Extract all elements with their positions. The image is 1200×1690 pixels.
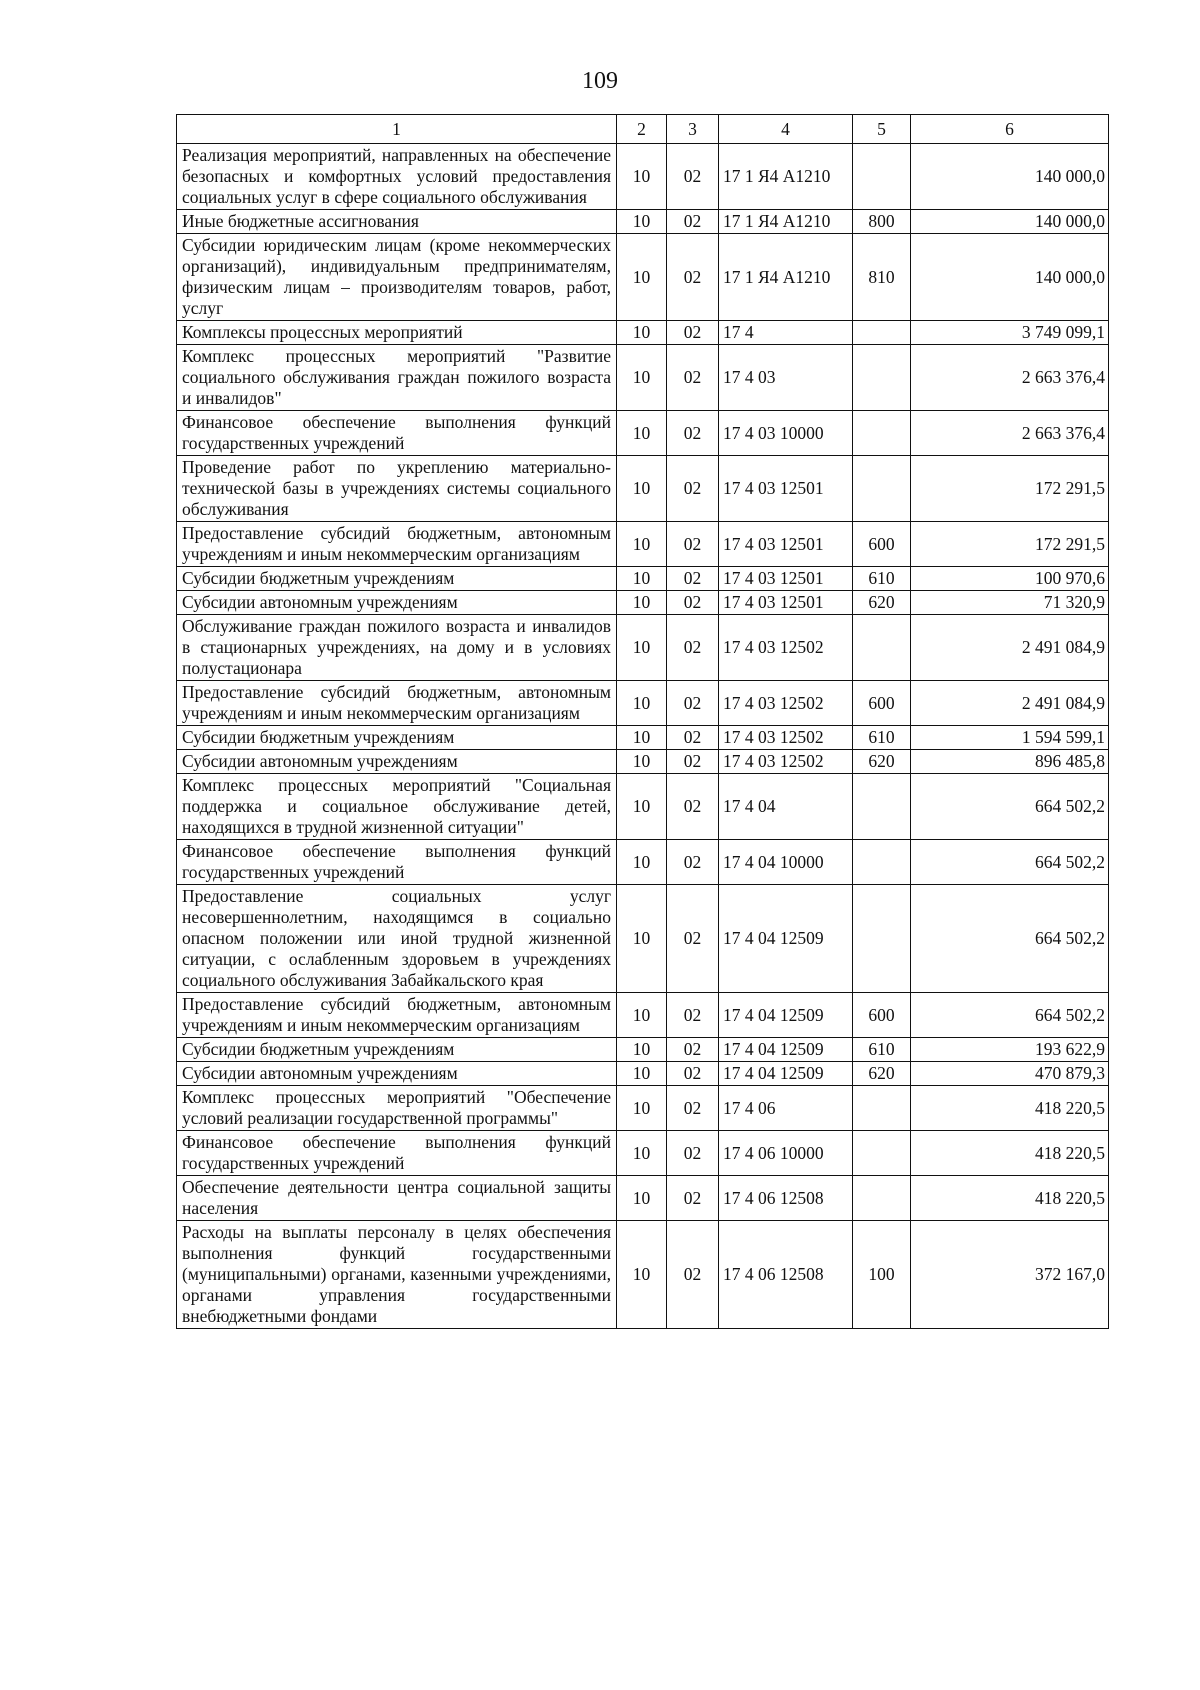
row-expense-type-cell: 600	[853, 522, 911, 567]
row-amount-cell: 418 220,5	[911, 1131, 1109, 1176]
table-row	[177, 234, 1109, 321]
row-expense-type-cell: 620	[853, 750, 911, 774]
row-expense-type-cell: 620	[853, 591, 911, 615]
row-target-article-cell: 17 1 Я4 А1210	[719, 144, 853, 210]
row-expense-type-cell: 600	[853, 993, 911, 1038]
row-amount-cell: 664 502,2	[911, 840, 1109, 885]
column-header: 4	[719, 115, 853, 144]
column-header: 6	[911, 115, 1109, 144]
row-subsection-cell: 02	[667, 1131, 719, 1176]
row-name-cell: Субсидии автономным учреждениям	[177, 1062, 617, 1086]
row-target-article-cell: 17 4 03 12501	[719, 567, 853, 591]
row-amount-cell: 896 485,8	[911, 750, 1109, 774]
row-expense-type-cell	[853, 1131, 911, 1176]
row-target-article-cell: 17 4 03 12501	[719, 591, 853, 615]
row-section-cell: 10	[617, 1176, 667, 1221]
table-row	[177, 615, 1109, 681]
row-name-cell: Обеспечение деятельности центра социальной защиты населения	[177, 1176, 617, 1221]
table-row	[177, 993, 1109, 1038]
row-subsection-cell: 02	[667, 885, 719, 993]
table-row	[177, 1038, 1109, 1062]
row-section-cell: 10	[617, 1038, 667, 1062]
row-expense-type-cell	[853, 615, 911, 681]
row-expense-type-cell	[853, 345, 911, 411]
row-amount-cell: 664 502,2	[911, 885, 1109, 993]
row-amount-cell: 418 220,5	[911, 1176, 1109, 1221]
row-subsection-cell: 02	[667, 1221, 719, 1329]
row-section-cell: 10	[617, 993, 667, 1038]
row-expense-type-cell	[853, 456, 911, 522]
row-target-article-cell: 17 4 04 12509	[719, 993, 853, 1038]
row-expense-type-cell: 100	[853, 1221, 911, 1329]
table-row	[177, 210, 1109, 234]
table-row	[177, 456, 1109, 522]
row-target-article-cell: 17 4 04	[719, 774, 853, 840]
row-expense-type-cell: 600	[853, 681, 911, 726]
row-expense-type-cell	[853, 321, 911, 345]
row-subsection-cell: 02	[667, 456, 719, 522]
row-name-cell: Проведение работ по укреплению материально-технической базы в учреждениях системы социального обслуживания	[177, 456, 617, 522]
row-subsection-cell: 02	[667, 1062, 719, 1086]
row-target-article-cell: 17 4 03	[719, 345, 853, 411]
row-expense-type-cell	[853, 144, 911, 210]
row-amount-cell: 2 491 084,9	[911, 681, 1109, 726]
row-subsection-cell: 02	[667, 234, 719, 321]
row-amount-cell: 172 291,5	[911, 522, 1109, 567]
row-section-cell: 10	[617, 681, 667, 726]
row-amount-cell: 193 622,9	[911, 1038, 1109, 1062]
row-subsection-cell: 02	[667, 321, 719, 345]
row-name-cell: Комплекс процессных мероприятий "Социальная поддержка и социальное обслуживание детей, находящихся в трудной жизненной ситуации"	[177, 774, 617, 840]
row-amount-cell: 100 970,6	[911, 567, 1109, 591]
row-name-cell: Комплекс процессных мероприятий "Развитие социального обслуживания граждан пожилого возраста и инвалидов"	[177, 345, 617, 411]
row-target-article-cell: 17 4 03 12502	[719, 750, 853, 774]
column-header: 3	[667, 115, 719, 144]
row-amount-cell: 2 491 084,9	[911, 615, 1109, 681]
row-subsection-cell: 02	[667, 210, 719, 234]
row-section-cell: 10	[617, 567, 667, 591]
row-amount-cell: 1 594 599,1	[911, 726, 1109, 750]
budget-table	[176, 114, 1109, 1329]
row-expense-type-cell	[853, 1176, 911, 1221]
row-name-cell: Расходы на выплаты персоналу в целях обеспечения выполнения функций государственными (муниципальными) органами, казенными учреждениями, органами управления государственными внебюджетными фондами	[177, 1221, 617, 1329]
row-subsection-cell: 02	[667, 591, 719, 615]
row-target-article-cell: 17 4 03 12501	[719, 456, 853, 522]
row-subsection-cell: 02	[667, 345, 719, 411]
row-amount-cell: 470 879,3	[911, 1062, 1109, 1086]
row-section-cell: 10	[617, 1086, 667, 1131]
row-expense-type-cell	[853, 840, 911, 885]
row-section-cell: 10	[617, 144, 667, 210]
row-subsection-cell: 02	[667, 567, 719, 591]
row-name-cell: Субсидии юридическим лицам (кроме некоммерческих организаций), индивидуальным предпринимателям, физическим лицам – производителям товаров, работ, услуг	[177, 234, 617, 321]
row-expense-type-cell	[853, 411, 911, 456]
row-section-cell: 10	[617, 615, 667, 681]
row-name-cell: Финансовое обеспечение выполнения функций государственных учреждений	[177, 411, 617, 456]
row-expense-type-cell: 800	[853, 210, 911, 234]
row-expense-type-cell	[853, 885, 911, 993]
row-expense-type-cell	[853, 1086, 911, 1131]
table-row	[177, 591, 1109, 615]
row-section-cell: 10	[617, 726, 667, 750]
row-subsection-cell: 02	[667, 750, 719, 774]
page-number: 109	[582, 68, 618, 94]
table-row	[177, 144, 1109, 210]
table-row	[177, 885, 1109, 993]
row-expense-type-cell: 610	[853, 567, 911, 591]
table-row	[177, 522, 1109, 567]
table-row	[177, 321, 1109, 345]
row-section-cell: 10	[617, 345, 667, 411]
row-name-cell: Комплексы процессных мероприятий	[177, 321, 617, 345]
row-subsection-cell: 02	[667, 522, 719, 567]
row-name-cell: Комплекс процессных мероприятий "Обеспечение условий реализации государственной программы"	[177, 1086, 617, 1131]
row-target-article-cell: 17 4 03 12502	[719, 726, 853, 750]
column-header: 5	[853, 115, 911, 144]
table-header-row	[177, 115, 1109, 144]
row-subsection-cell: 02	[667, 840, 719, 885]
table-row	[177, 345, 1109, 411]
row-section-cell: 10	[617, 774, 667, 840]
row-amount-cell: 372 167,0	[911, 1221, 1109, 1329]
table-row	[177, 1086, 1109, 1131]
row-subsection-cell: 02	[667, 993, 719, 1038]
row-section-cell: 10	[617, 456, 667, 522]
table-row	[177, 774, 1109, 840]
row-name-cell: Субсидии бюджетным учреждениям	[177, 567, 617, 591]
row-amount-cell: 140 000,0	[911, 210, 1109, 234]
row-name-cell: Обслуживание граждан пожилого возраста и инвалидов в стационарных учреждениях, на дому и в условиях полустационара	[177, 615, 617, 681]
row-name-cell: Предоставление субсидий бюджетным, автономным учреждениям и иным некоммерческим организациям	[177, 522, 617, 567]
row-expense-type-cell: 610	[853, 1038, 911, 1062]
table-body	[177, 144, 1109, 1329]
row-subsection-cell: 02	[667, 1038, 719, 1062]
table-row	[177, 567, 1109, 591]
column-header: 1	[177, 115, 617, 144]
row-section-cell: 10	[617, 1221, 667, 1329]
row-subsection-cell: 02	[667, 411, 719, 456]
row-subsection-cell: 02	[667, 726, 719, 750]
row-amount-cell: 2 663 376,4	[911, 345, 1109, 411]
row-target-article-cell: 17 1 Я4 А1210	[719, 210, 853, 234]
row-target-article-cell: 17 4 03 10000	[719, 411, 853, 456]
table-row	[177, 840, 1109, 885]
row-section-cell: 10	[617, 750, 667, 774]
row-target-article-cell: 17 4 06	[719, 1086, 853, 1131]
row-target-article-cell: 17 4 03 12502	[719, 681, 853, 726]
table-row	[177, 1176, 1109, 1221]
table-row	[177, 411, 1109, 456]
row-amount-cell: 140 000,0	[911, 234, 1109, 321]
row-target-article-cell: 17 4 06 12508	[719, 1221, 853, 1329]
row-section-cell: 10	[617, 591, 667, 615]
row-section-cell: 10	[617, 411, 667, 456]
row-name-cell: Субсидии бюджетным учреждениям	[177, 1038, 617, 1062]
table-row	[177, 750, 1109, 774]
row-target-article-cell: 17 4 04 12509	[719, 1038, 853, 1062]
row-amount-cell: 664 502,2	[911, 993, 1109, 1038]
table-row	[177, 681, 1109, 726]
row-target-article-cell: 17 4	[719, 321, 853, 345]
row-section-cell: 10	[617, 1131, 667, 1176]
table-row	[177, 1062, 1109, 1086]
row-name-cell: Субсидии бюджетным учреждениям	[177, 726, 617, 750]
row-target-article-cell: 17 4 04 12509	[719, 1062, 853, 1086]
table-row	[177, 726, 1109, 750]
column-header: 2	[617, 115, 667, 144]
row-name-cell: Предоставление социальных услуг несовершеннолетним, находящимся в социально опасном положении или иной трудной жизненной ситуации, с ослабленным здоровьем в учреждениях социального обслуживания Забайкальского края	[177, 885, 617, 993]
row-section-cell: 10	[617, 234, 667, 321]
row-subsection-cell: 02	[667, 1086, 719, 1131]
row-target-article-cell: 17 4 06 10000	[719, 1131, 853, 1176]
row-section-cell: 10	[617, 885, 667, 993]
row-expense-type-cell: 610	[853, 726, 911, 750]
row-amount-cell: 3 749 099,1	[911, 321, 1109, 345]
row-name-cell: Предоставление субсидий бюджетным, автономным учреждениям и иным некоммерческим организациям	[177, 681, 617, 726]
row-target-article-cell: 17 1 Я4 А1210	[719, 234, 853, 321]
row-target-article-cell: 17 4 04 10000	[719, 840, 853, 885]
row-section-cell: 10	[617, 1062, 667, 1086]
row-name-cell: Финансовое обеспечение выполнения функций государственных учреждений	[177, 1131, 617, 1176]
row-target-article-cell: 17 4 03 12502	[719, 615, 853, 681]
row-subsection-cell: 02	[667, 144, 719, 210]
row-subsection-cell: 02	[667, 681, 719, 726]
row-section-cell: 10	[617, 321, 667, 345]
row-subsection-cell: 02	[667, 615, 719, 681]
row-section-cell: 10	[617, 522, 667, 567]
row-expense-type-cell: 810	[853, 234, 911, 321]
row-section-cell: 10	[617, 210, 667, 234]
row-expense-type-cell	[853, 774, 911, 840]
row-section-cell: 10	[617, 840, 667, 885]
row-target-article-cell: 17 4 03 12501	[719, 522, 853, 567]
row-name-cell: Финансовое обеспечение выполнения функций государственных учреждений	[177, 840, 617, 885]
table-row	[177, 1131, 1109, 1176]
row-subsection-cell: 02	[667, 1176, 719, 1221]
row-name-cell: Субсидии автономным учреждениям	[177, 591, 617, 615]
row-amount-cell: 71 320,9	[911, 591, 1109, 615]
table-row	[177, 1221, 1109, 1329]
row-subsection-cell: 02	[667, 774, 719, 840]
row-name-cell: Иные бюджетные ассигнования	[177, 210, 617, 234]
row-target-article-cell: 17 4 06 12508	[719, 1176, 853, 1221]
row-amount-cell: 140 000,0	[911, 144, 1109, 210]
row-amount-cell: 172 291,5	[911, 456, 1109, 522]
row-amount-cell: 418 220,5	[911, 1086, 1109, 1131]
row-name-cell: Предоставление субсидий бюджетным, автономным учреждениям и иным некоммерческим организациям	[177, 993, 617, 1038]
row-amount-cell: 664 502,2	[911, 774, 1109, 840]
row-target-article-cell: 17 4 04 12509	[719, 885, 853, 993]
row-expense-type-cell: 620	[853, 1062, 911, 1086]
row-name-cell: Субсидии автономным учреждениям	[177, 750, 617, 774]
row-name-cell: Реализация мероприятий, направленных на обеспечение безопасных и комфортных условий предоставления социальных услуг в сфере социального обслуживания	[177, 144, 617, 210]
row-amount-cell: 2 663 376,4	[911, 411, 1109, 456]
